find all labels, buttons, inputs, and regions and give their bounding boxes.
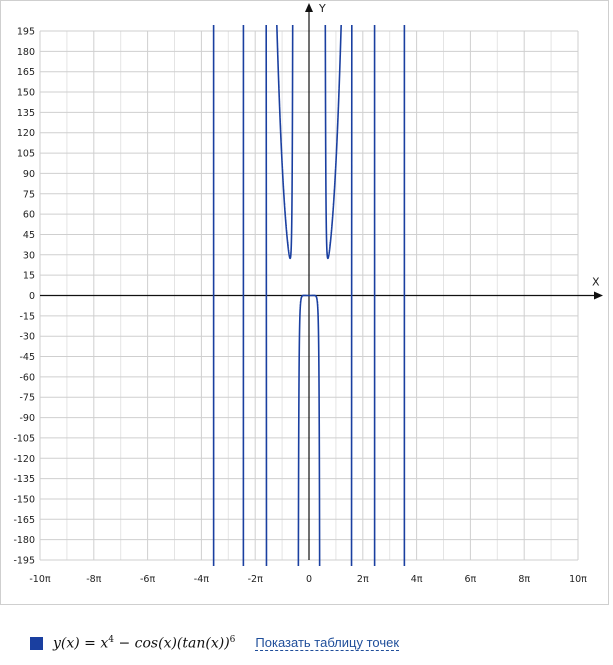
- x-tick-label: -4π: [193, 574, 210, 585]
- x-tick-label: 4π: [410, 574, 423, 585]
- y-tick-label: 180: [16, 46, 35, 58]
- y-tick-label: 195: [16, 26, 35, 38]
- x-tick-label: 2π: [356, 574, 369, 585]
- legend-swatch: [30, 637, 43, 650]
- x-tick-label: -2π: [247, 574, 263, 585]
- y-tick-label: 120: [16, 128, 35, 140]
- y-tick-label: -195: [13, 555, 35, 567]
- formula-exponent-4: 4: [108, 634, 115, 645]
- y-axis-arrow: [305, 3, 313, 12]
- x-tick-label: 10π: [569, 574, 587, 585]
- x-tick-label: -8π: [86, 574, 102, 585]
- y-tick-label: -15: [19, 311, 35, 323]
- y-tick-label: -135: [13, 474, 35, 486]
- y-tick-label: 150: [16, 87, 35, 99]
- formula-x: x: [100, 635, 109, 652]
- y-tick-label: -30: [19, 331, 35, 343]
- y-tick-label: 75: [22, 189, 35, 201]
- y-tick-label: -60: [19, 372, 35, 384]
- y-tick-label: -120: [13, 453, 35, 465]
- y-axis-label: Y: [319, 2, 326, 15]
- y-tick-label: -180: [13, 535, 35, 547]
- y-tick-label: 135: [16, 107, 35, 119]
- y-tick-label: -105: [13, 433, 35, 445]
- y-tick-label: 30: [22, 250, 35, 262]
- formula-cos-tan: cos(x)(tan(x)): [134, 635, 230, 652]
- x-tick-label: 6π: [464, 574, 477, 585]
- y-tick-label: -45: [19, 352, 35, 364]
- x-tick-label: 8π: [518, 574, 531, 585]
- y-tick-label: -75: [19, 392, 35, 404]
- y-tick-label: 105: [16, 148, 35, 160]
- y-tick-label: 60: [22, 209, 35, 221]
- formula-minus: −: [114, 635, 135, 652]
- x-axis-label: X: [592, 275, 600, 289]
- y-tick-label: 165: [16, 67, 35, 79]
- formula-exponent-6: 6: [229, 634, 236, 645]
- legend: [30, 631, 399, 655]
- x-tick-label: -10π: [29, 574, 51, 585]
- formula-equals: =: [79, 635, 101, 652]
- y-tick-label: 45: [22, 229, 35, 241]
- show-points-table-link[interactable]: Показать таблицу точек: [255, 635, 400, 650]
- x-axis-arrow: [594, 292, 603, 300]
- y-tick-label: -150: [13, 494, 35, 506]
- y-tick-label: 90: [22, 168, 35, 180]
- y-tick-label: 0: [28, 291, 35, 302]
- x-tick-label: -6π: [139, 574, 156, 585]
- y-tick-label: -165: [13, 514, 35, 526]
- function-formula: [53, 635, 235, 652]
- x-tick-label: 0: [305, 574, 313, 585]
- y-tick-label: -90: [19, 413, 35, 425]
- y-tick-label: 15: [22, 270, 35, 282]
- formula-lhs: y(x): [53, 635, 80, 652]
